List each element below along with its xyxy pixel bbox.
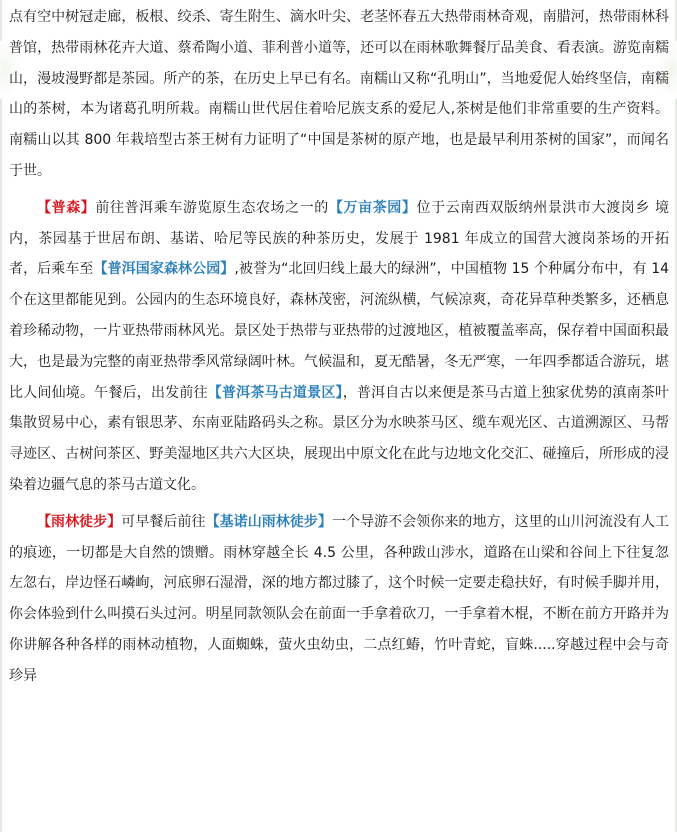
paragraph-text: 位于云南西双版纳州景洪市大渡岗乡 境内，茶园基于世居布朗、基诺、哈尼等民族的种茶历史，发展于 1981 年成立的国营大渡岗茶场的开拓者，后乘车至 [9,199,670,278]
place-tag-forest-park: 【普洱国家森林公园】 [93,261,235,278]
paragraph-text: 点有空中树冠走廊，板根、绞杀、寄生附生、滴水叶尖、老茎怀春五大热带雨林奇观，南腊河，热带雨林科普馆，热带雨林花卉大道、蔡希陶小道、菲利普小道等，还可以在雨林歌舞餐厅品美食、看表演。游览南糯山，漫坡漫野都是茶园。所产的茶，在历史上早已有名。南糯山又称“孔明山”，当地爱伲人始终坚信，南糯山的茶树，本为诸葛孔明所栽。南糯山世代居住着哈尼族支系的爱尼人,茶树是他们非常重要的生产资料。南糯山以其 800 年栽培型古茶王树有力证明了“中国是茶树的原产地，也是最早利用茶树的国家”，而闻名于世。 [9,9,669,179]
paragraph-text: 可早餐后前往 [121,513,206,530]
place-tag-jinuo-mountain: 【基诺山雨林徒步】 [205,513,332,530]
paragraph-text: 前往普洱乘车游览原生态农场之一的 [95,199,329,216]
paragraph-nanuo-mountain [9,2,669,187]
paragraph-rainforest-hike [9,507,669,692]
paragraph-pusen [9,193,669,501]
document-body [9,2,669,692]
paragraph-text: ，普洱自古以来便是茶马古道上独家优势的滇南茶叶集散贸易中心，素有银思茅、东南亚陆路码头之称。景区分为水映茶马区、缆车观光区、古道溯源区、马帮寻迹区、古树问茶区、野美湿地区共六大区块，展现出中原文化在此与边地文化交汇、碰撞后，所形成的浸染着边疆气息的茶马古道文化。 [9,384,670,493]
section-tag-rainforest-hike: 【雨林徒步】 [37,513,122,530]
section-tag-pusen: 【普森】 [37,199,96,216]
place-tag-tea-horse-road: 【普洱茶马古道景区】 [207,384,343,401]
place-tag-tea-garden: 【万亩茶园】 [328,199,417,216]
paragraph-text: 一个导游不会领你来的地方，这里的山川河流没有人工的痕迹，一切都是大自然的馈赠。雨林穿越全长 4.5 公里，各种跋山涉水，道路在山梁和谷间上下往复忽左忽右，岸边怪石嶙峋，河底卵石湿滑，深的地方都过膝了，这个时候一定要走稳扶好，有时候手脚并用，你会体验到什么叫摸石头过河。明星同款领队会在前面一手拿着砍刀，一手拿着木棍，不断在前方开路并为你讲解各种各样的雨林动植物，人面蜘蛛，萤火虫幼虫，二点红蝽，竹叶青蛇，盲蛛.....穿越过程中会与奇珍异 [9,513,670,684]
paragraph-text: ,被誉为“北回归线上最大的绿洲”，中国植物 15 个种属分布中，有 14 个在这里都能见到。公园内的生态环境良好，森林茂密，河流纵横，气候凉爽，奇花异草种类繁多，还栖息着珍稀动物，一片亚热带雨林风光。景区处于热带与亚热带的过渡地区，植被覆盖率高，保存着中国面积最大，也是最为完整的南亚热带季风常绿阔叶林。气候温和，夏无酷暑，冬无严寒，一年四季都适合游玩，堪比人间仙境。午餐后，出发前往 [9,261,670,401]
